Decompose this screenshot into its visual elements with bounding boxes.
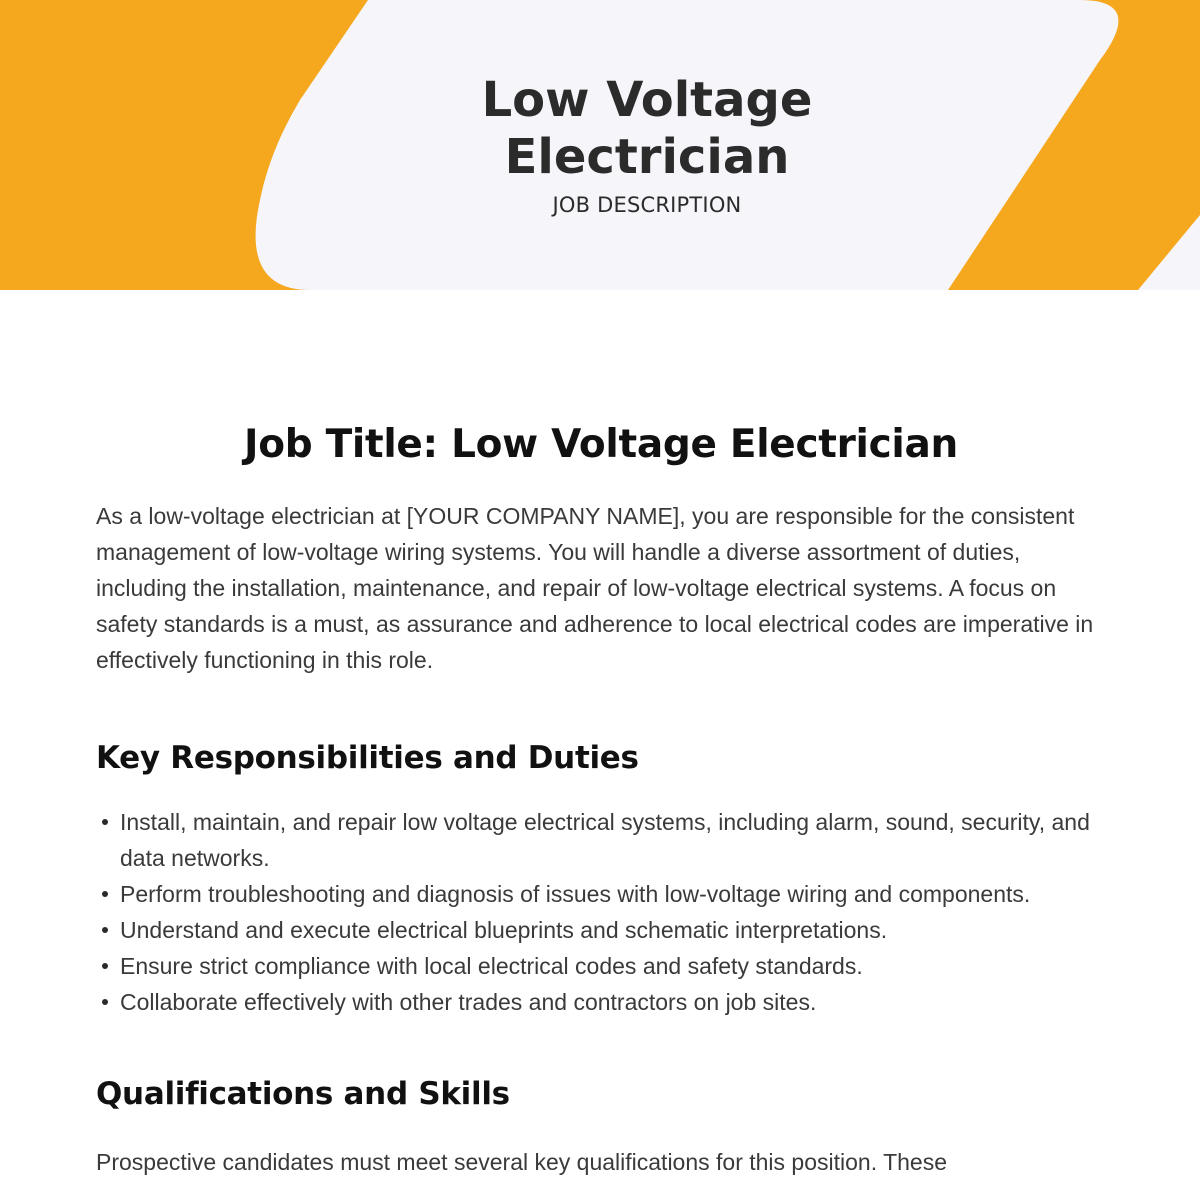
intro-paragraph: As a low-voltage electrician at [YOUR COMPANY NAME], you are responsible for the consistent management of low-voltage wiring systems. You will handle a diverse assortment of duties, including the installation, maintenance, and repair of low-voltage electrical systems. A focus on safety standards is a must, as assurance and adherence to local electrical codes are imperative in effectively functioning in this role. — [96, 503, 1094, 673]
bullet-icon — [102, 963, 108, 969]
bullet-icon — [102, 819, 108, 825]
bullet-icon — [102, 999, 108, 1005]
banner-subtitle: JOB DESCRIPTION — [552, 193, 742, 217]
banner-title-line-2: Electrician — [504, 129, 790, 185]
banner-title-line-1: Low Voltage — [481, 72, 813, 128]
duty-text: Install, maintain, and repair low voltage electrical systems, including alarm, sound, security, and data networks. — [120, 809, 1090, 871]
duties-list — [96, 804, 1106, 1020]
list-item — [96, 912, 1100, 948]
list-item — [96, 804, 1100, 876]
banner-title — [0, 72, 1200, 186]
qualifications-paragraph: Prospective candidates must meet several key qualifications for this position. These — [96, 1149, 947, 1175]
document-body — [96, 412, 1106, 1180]
bullet-icon — [102, 927, 108, 933]
bullet-icon — [102, 891, 108, 897]
list-item — [96, 984, 1100, 1020]
qualifications-heading: Qualifications and Skills — [96, 1076, 510, 1112]
duty-text: Understand and execute electrical blueprints and schematic interpretations. — [120, 917, 888, 943]
header-banner — [0, 0, 1200, 290]
list-item — [96, 876, 1100, 912]
list-item — [96, 948, 1100, 984]
duty-text: Collaborate effectively with other trades and contractors on job sites. — [120, 989, 817, 1015]
duty-text: Perform troubleshooting and diagnosis of issues with low-voltage wiring and components. — [120, 881, 1031, 907]
duties-heading: Key Responsibilities and Duties — [96, 740, 639, 776]
job-title: Job Title: Low Voltage Electrician — [244, 422, 958, 467]
duty-text: Ensure strict compliance with local electrical codes and safety standards. — [120, 953, 863, 979]
